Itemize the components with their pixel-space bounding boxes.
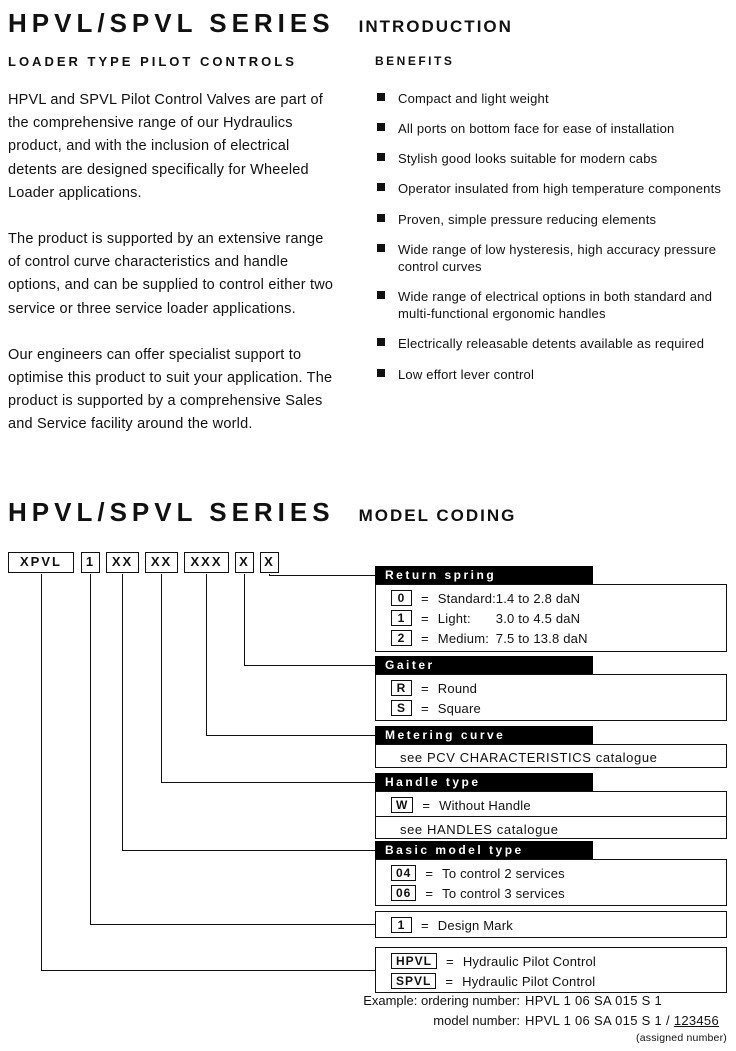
option-value: 3.0 to 4.5 daN: [495, 610, 581, 626]
benefit-text: Electrically releasable detents available as required: [398, 336, 705, 352]
code-box-return-spring: X: [260, 552, 279, 573]
square-bullet-icon: [377, 291, 385, 299]
benefits-heading: BENEFITS: [375, 54, 455, 68]
option-label: Standard:: [437, 590, 496, 606]
benefit-text: Stylish good looks suitable for modern cabs: [398, 151, 658, 167]
code-box-gaiter: X: [235, 552, 254, 573]
handle-type-box: [375, 791, 727, 817]
design-mark-row: [376, 915, 726, 935]
benefit-item: [375, 241, 729, 275]
option-code: 2: [391, 630, 412, 646]
connector-line: [41, 574, 42, 970]
option-code: SPVL: [391, 973, 436, 989]
metering-curve-box: [375, 744, 727, 768]
equals-sign: =: [421, 917, 429, 933]
option-value: 7.5 to 13.8 daN: [495, 630, 588, 646]
equals-sign: =: [422, 797, 431, 813]
code-box-series: XPVL: [8, 552, 74, 573]
equals-sign: =: [421, 630, 429, 646]
square-bullet-icon: [377, 123, 385, 131]
connector-line: [122, 850, 375, 851]
handle-type-header: Handle type: [375, 773, 593, 791]
code-box-handle: XX: [145, 552, 178, 573]
equals-sign: =: [446, 953, 454, 969]
return-spring-row: [376, 608, 726, 628]
benefit-item: [375, 288, 729, 322]
option-code: S: [391, 700, 412, 716]
basic-model-row: [376, 863, 726, 883]
intro-paragraph: Our engineers can offer specialist support to optimise this product to suit your application. The product is supported by a comprehensive Sales and Service facility around the world.: [8, 346, 333, 433]
handle-type-note-box: [375, 816, 727, 839]
basic-model-type-header: Basic model type: [375, 841, 593, 859]
gaiter-row: [376, 698, 726, 718]
option-code: HPVL: [391, 953, 437, 969]
option-code: 1: [391, 917, 412, 933]
connector-line: [90, 574, 91, 924]
option-label: Round: [437, 680, 478, 696]
square-bullet-icon: [377, 93, 385, 101]
design-mark-box: [375, 911, 727, 938]
benefit-item: [375, 335, 729, 352]
option-value: 1.4 to 2.8 daN: [495, 590, 581, 606]
introduction-label: INTRODUCTION: [358, 17, 513, 36]
benefit-item: [375, 180, 729, 197]
equals-sign: =: [421, 590, 429, 606]
connector-line: [161, 574, 162, 782]
benefit-text: Proven, simple pressure reducing elements: [398, 211, 657, 227]
benefits-column: [375, 54, 729, 396]
ordering-number-row: [363, 993, 703, 1008]
connector-line: [244, 665, 375, 666]
return-spring-row: [376, 628, 726, 648]
series-code-box: [375, 947, 727, 993]
connector-line: [269, 575, 375, 576]
return-spring-box: [375, 584, 727, 652]
option-label: Light:: [437, 610, 471, 626]
metering-curve-note: see PCV CHARACTERISTICS catalogue: [400, 750, 658, 765]
square-bullet-icon: [377, 244, 385, 252]
handle-type-note: see HANDLES catalogue: [400, 822, 559, 837]
option-label: To control 2 services: [442, 865, 565, 881]
gaiter-row: [376, 678, 726, 698]
equals-sign: =: [425, 885, 434, 901]
return-spring-header: Return spring: [375, 566, 593, 584]
square-bullet-icon: [377, 183, 385, 191]
page-header: [8, 8, 513, 39]
option-code: 0: [391, 590, 412, 606]
benefit-item: [375, 90, 729, 107]
model-number-label: model number:: [433, 1013, 520, 1028]
benefit-item: [375, 366, 729, 383]
option-label: Hydraulic Pilot Control: [462, 953, 597, 969]
gaiter-header: Gaiter: [375, 656, 593, 674]
equals-sign: =: [421, 610, 429, 626]
equals-sign: =: [445, 973, 454, 989]
option-label: To control 3 services: [442, 885, 565, 901]
model-number-value: [525, 1013, 719, 1028]
option-code: 06: [391, 885, 416, 901]
equals-sign: =: [421, 700, 429, 716]
option-label: Medium:: [437, 630, 490, 646]
option-code: W: [391, 797, 413, 813]
option-code: R: [391, 680, 412, 696]
intro-paragraph: The product is supported by an extensive range of control curve characteristics and handle options, and can be supplied to control either two service or three service loader applications.: [8, 230, 334, 317]
connector-line: [244, 574, 245, 665]
benefit-text: Low effort lever control: [398, 366, 535, 382]
code-box-basic-model: XX: [106, 552, 139, 573]
series-code-row: [376, 951, 726, 971]
square-bullet-icon: [377, 369, 385, 377]
intro-paragraph: HPVL and SPVL Pilot Control Valves are part of the comprehensive range of our Hydraulics product, and with the inclusion of electrical detents are designed specifically for Wheeled Loader applications.: [8, 92, 323, 201]
code-box-design-mark: 1: [81, 552, 100, 573]
benefit-item: [375, 150, 729, 167]
equals-sign: =: [425, 865, 434, 881]
option-code: 1: [391, 610, 412, 626]
connector-line: [161, 782, 375, 783]
model-number-prefix: HPVL 1 06 SA 015 S 1 /: [525, 1013, 670, 1028]
model-number-row: [363, 1013, 719, 1028]
square-bullet-icon: [377, 153, 385, 161]
handle-type-row: [376, 795, 726, 815]
page-title: HPVL/SPVL SERIES: [8, 8, 335, 38]
option-label: Without Handle: [439, 797, 531, 813]
intro-heading: LOADER TYPE PILOT CONTROLS: [8, 54, 297, 69]
connector-line: [90, 924, 375, 925]
ordering-number-label: Example: ordering number:: [363, 993, 520, 1008]
option-label: Hydraulic Pilot Control: [462, 973, 596, 989]
connector-line: [206, 735, 375, 736]
model-coding-title: HPVL/SPVL SERIES: [8, 497, 335, 527]
benefit-text: Wide range of electrical options in both standard and multi-functional ergonomic handles: [398, 289, 713, 322]
connector-line: [206, 574, 207, 735]
benefit-text: Compact and light weight: [398, 91, 549, 106]
code-box-metering: XXX: [184, 552, 229, 573]
assigned-number-note: (assigned number): [636, 1032, 727, 1044]
model-coding-header: [8, 497, 516, 528]
model-coding-label: MODEL CODING: [358, 506, 517, 525]
assigned-number: 123456: [673, 1013, 719, 1028]
metering-curve-header: Metering curve: [375, 726, 593, 744]
square-bullet-icon: [377, 214, 385, 222]
return-spring-row: [376, 588, 726, 608]
equals-sign: =: [421, 680, 429, 696]
option-label: Square: [437, 700, 481, 716]
benefit-text: Wide range of low hysteresis, high accuracy pressure control curves: [398, 241, 717, 274]
benefit-text: All ports on bottom face for ease of installation: [398, 121, 675, 137]
benefit-item: [375, 120, 729, 137]
benefit-text: Operator insulated from high temperature components: [398, 181, 722, 197]
basic-model-row: [376, 883, 726, 903]
basic-model-type-box: [375, 859, 727, 906]
intro-column: [8, 54, 338, 459]
option-label: Design Mark: [437, 917, 513, 933]
square-bullet-icon: [377, 338, 385, 346]
connector-line: [41, 970, 375, 971]
connector-line: [122, 574, 123, 850]
ordering-number-value: HPVL 1 06 SA 015 S 1: [525, 993, 663, 1008]
option-code: 04: [391, 865, 416, 881]
series-code-row: [376, 971, 726, 991]
gaiter-box: [375, 674, 727, 721]
benefit-item: [375, 211, 729, 228]
